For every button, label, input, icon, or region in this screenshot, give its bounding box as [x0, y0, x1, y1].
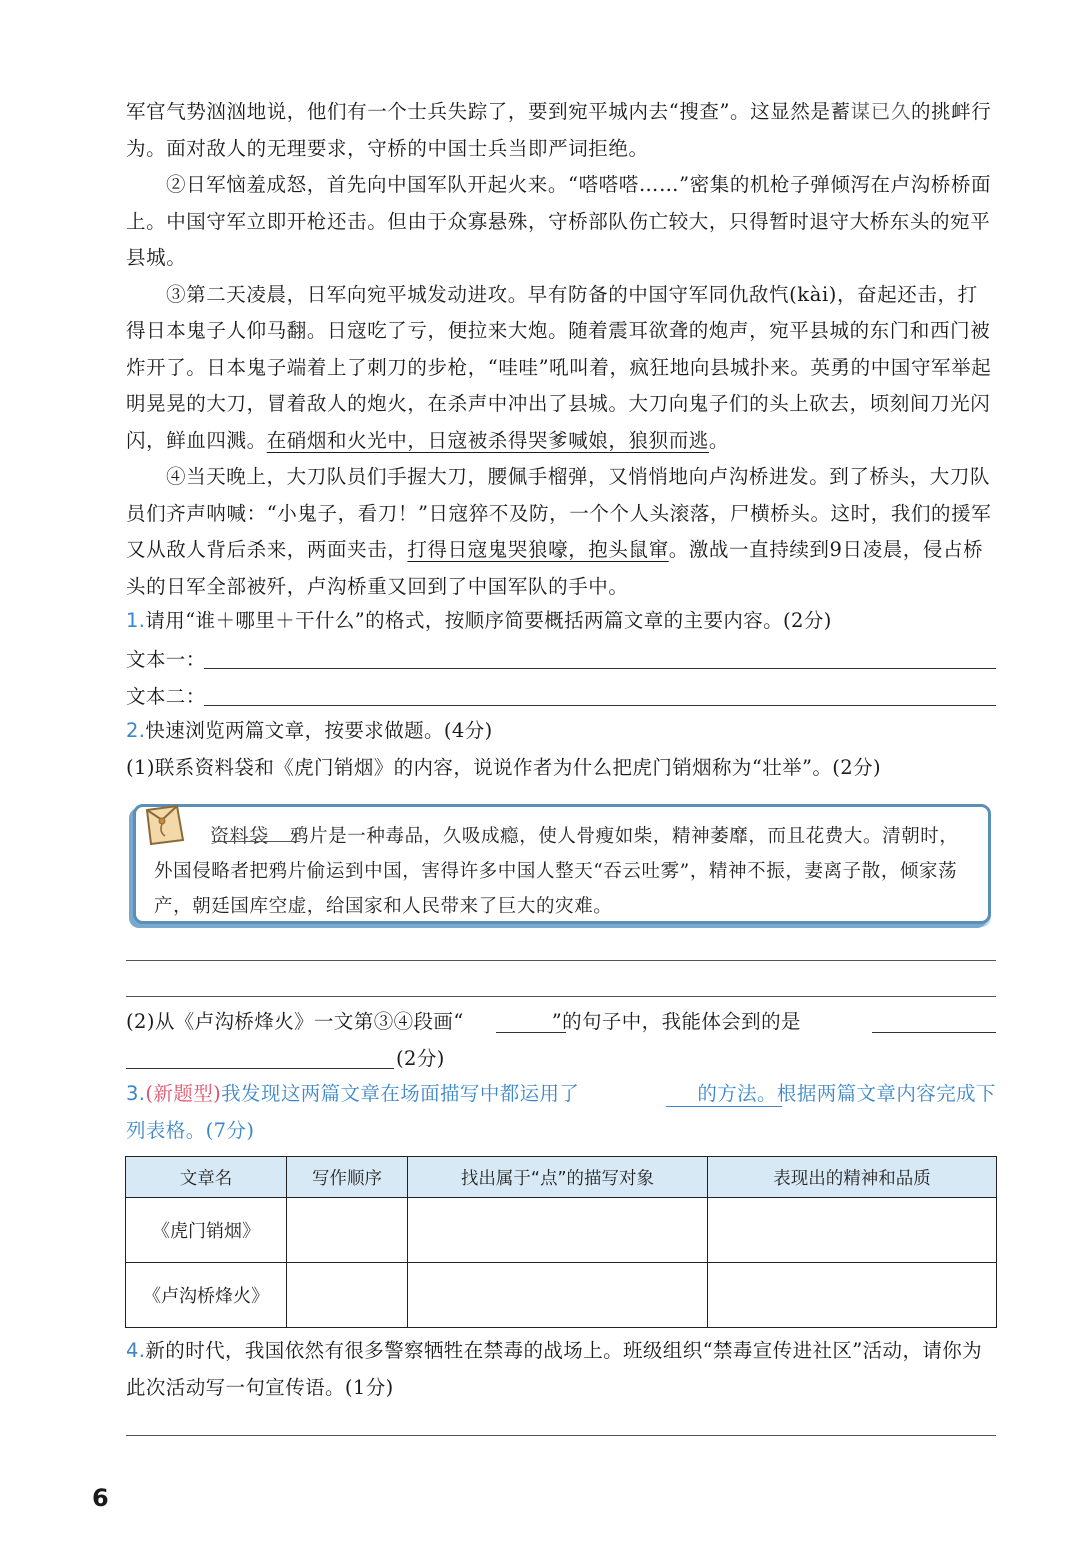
row1-order-cell[interactable]: [287, 1198, 408, 1263]
q1-text2-label: 文本二：: [126, 685, 206, 708]
info-bag-icon: [139, 800, 189, 848]
question-1: [126, 603, 1006, 640]
page-number: 6: [92, 1484, 109, 1512]
passage-paragraph-1: 军官气势汹汹地说，他们有一个士兵失踪了，要到宛平城内去“搜查”。这显然是蓄谋已久的挑衅行为。面对敌人的无理要求，守桥的中国士兵当即严词拒绝。: [126, 100, 992, 160]
q4-answer-line[interactable]: [126, 1435, 996, 1436]
question-2: [126, 713, 1006, 750]
header-spirit: 表现出的精神和品质: [708, 1157, 997, 1198]
info-bag-box: [133, 804, 991, 924]
underlined-sentence-2: 打得日寇鬼哭狼嚎，抱头鼠窜: [407, 538, 669, 561]
info-bag-text: 鸦片是一种毒品，久吸成瘾，使人骨瘦如柴，精神萎靡，而且花费大。清朝时，外国侵略者把鸦片偷运到中国，害得许多中国人整天“吞云吐雾”，精神不振，妻离子散，倾家荡产，朝廷国库空虚，给国家和人民带来了巨大的灾难。: [154, 826, 959, 917]
header-order: 写作顺序: [287, 1157, 408, 1198]
question-2-text: 快速浏览两篇文章，按要求做题。(4分): [145, 719, 493, 742]
q2-sub2-answer-line-2[interactable]: [126, 1068, 394, 1069]
table-row: [126, 1198, 997, 1263]
q2-sub2-score: (2分): [396, 1047, 445, 1070]
question-2-sub2: (2)从《卢沟桥烽火》一文第③④段画“ ”的句子中，我能体会到的是: [126, 1010, 801, 1033]
table-header-row: [126, 1157, 997, 1198]
question-4: [126, 1333, 998, 1406]
info-bag-title: 资料袋: [210, 825, 269, 847]
q1-text1-answer-line[interactable]: [204, 668, 996, 669]
table-row: [126, 1263, 997, 1328]
question-3: 3.(新题型)我发现这两篇文章在场面描写中都运用了 的方法。根据两篇文章内容完成下列表格。(7分): [126, 1082, 996, 1142]
q3-table: [125, 1156, 997, 1328]
row2-focus-cell[interactable]: [408, 1263, 708, 1328]
header-article: 文章名: [126, 1157, 287, 1198]
question-3-number: 3.: [126, 1082, 146, 1105]
passage-paragraph-3: ③第二天凌晨，日军向宛平城发动进攻。早有防备的中国守军同仇敌忾(kài)，奋起还击，打得日本鬼子人仰马翻。日寇吃了亏，便拉来大炮。随着震耳欲聋的炮声，宛平县城的东门和西门被炸开了。日本鬼子端着上了刺刀的步枪，“哇哇”吼叫着，疯狂地向县城扑来。英勇的中国守军举起明晃晃的大刀，冒着敌人的炮火，在杀声中冲出了县城。大刀向鬼子们的头上砍去，顷刻间刀光闪闪，鲜血四溅。在硝烟和火光中，日寇被杀得哭爹喊娘，狼狈而逃。: [126, 282, 992, 452]
q3-method-blank[interactable]: [666, 1106, 782, 1107]
question-2-sub1: (1)联系资料袋和《虎门销烟》的内容，说说作者为什么把虎门销烟称为“壮举”。(2分): [126, 756, 881, 779]
question-2-number: 2.: [126, 719, 146, 742]
question-4-number: 4.: [126, 1339, 146, 1362]
passage-paragraph-4: ④当天晚上，大刀队员们手握大刀，腰佩手榴弹，又悄悄地向卢沟桥进发。到了桥头，大刀队员们齐声呐喊：“小鬼子，看刀！”日寇猝不及防，一个个人头滚落，尸横桥头。这时，我们的援军又从敌人背后杀来，两面夹击，打得日寇鬼哭狼嚎，抱头鼠窜。激战一直持续到9日凌晨，侵占桥头的日军全部被歼，卢沟桥重又回到了中国军队的手中。: [126, 465, 992, 598]
row2-order-cell[interactable]: [287, 1263, 408, 1328]
underlined-sentence-1: 在硝烟和火光中，日寇被杀得哭爹喊娘，狼狈而逃: [266, 428, 709, 452]
new-type-tag: (新题型): [145, 1082, 222, 1105]
row1-spirit-cell[interactable]: [708, 1198, 997, 1263]
reading-passage: [126, 94, 996, 605]
q1-text2-answer-line[interactable]: [204, 705, 996, 706]
question-1-number: 1.: [126, 609, 146, 632]
q2-sub2-answer-line-1[interactable]: [872, 1032, 996, 1033]
q1-text1-label: 文本一：: [126, 648, 206, 671]
row2-spirit-cell[interactable]: [708, 1263, 997, 1328]
info-title-underline: [212, 841, 300, 842]
q2-sub1-answer-line-2[interactable]: [126, 996, 996, 997]
row2-article: 《卢沟桥烽火》: [126, 1263, 287, 1328]
row1-focus-cell[interactable]: [408, 1198, 708, 1263]
header-focus: 找出属于“点”的描写对象: [408, 1157, 708, 1198]
row1-article: 《虎门销烟》: [126, 1198, 287, 1263]
passage-paragraph-2: ②日军恼羞成怒，首先向中国军队开起火来。“嗒嗒嗒……”密集的机枪子弹倾泻在卢沟桥桥面上。中国守军立即开枪还击。但由于众寡悬殊，守桥部队伤亡较大，只得暂时退守大桥东头的宛平县城。: [126, 173, 992, 269]
q2-sub1-answer-line-1[interactable]: [126, 960, 996, 961]
question-4-text: 新的时代，我国依然有很多警察牺牲在禁毒的战场上。班级组织“禁毒宣传进社区”活动，请你为此次活动写一句宣传语。(1分): [126, 1339, 983, 1399]
q2-sub2-mark-blank[interactable]: [496, 1032, 566, 1033]
question-1-text: 请用“谁＋哪里＋干什么”的格式，按顺序简要概括两篇文章的主要内容。(2分): [145, 609, 832, 632]
